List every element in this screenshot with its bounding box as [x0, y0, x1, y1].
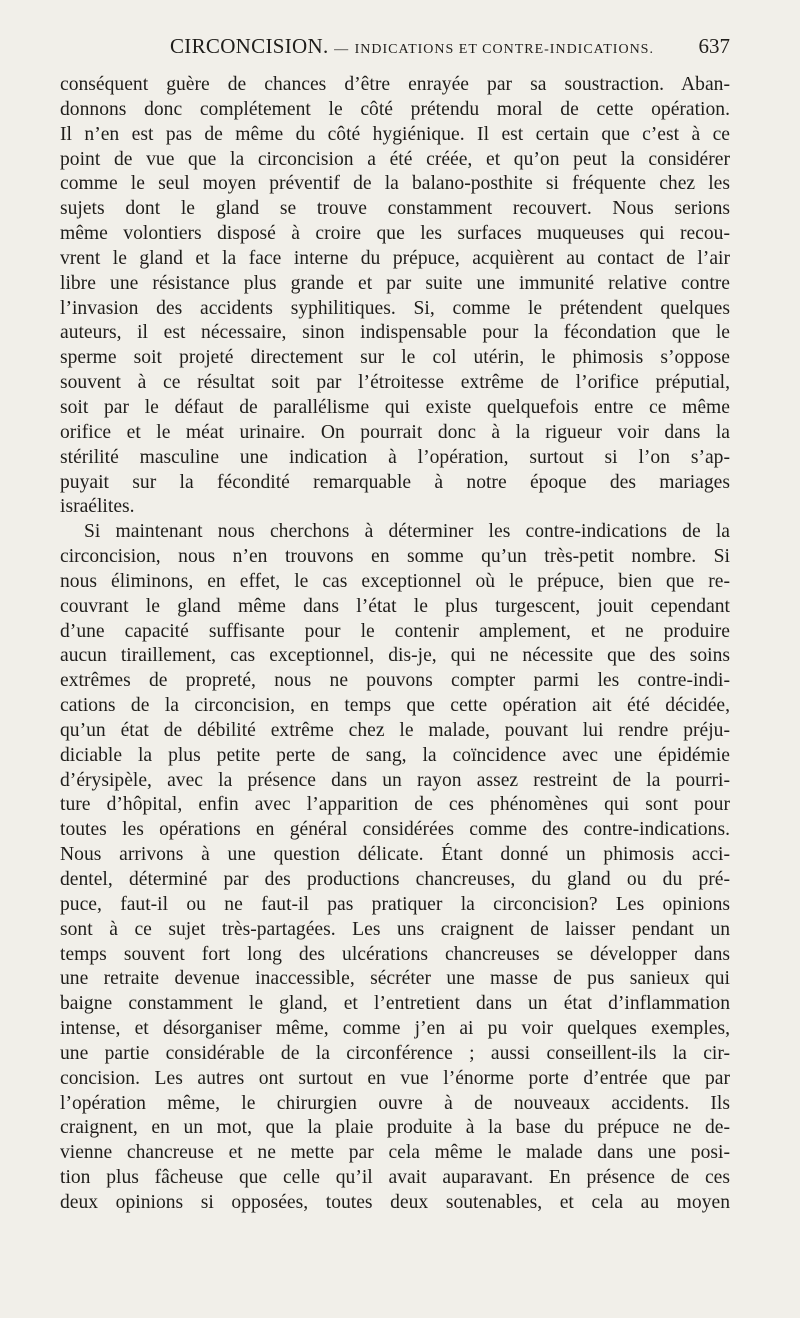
- text-line: couvrant le gland même dans l’état le plus turgescent, jouit cependant: [60, 595, 730, 617]
- text-line: Nous arrivons à une question délicate. Étant donné un phimosis acci-: [60, 844, 730, 866]
- text-line: ture d’hôpital, enfin avec l’apparition de ces phénomènes qui sont pour: [60, 794, 730, 816]
- text-line: souvent à ce résultat soit par l’étroitesse extrême de l’orifice préputial,: [60, 372, 730, 394]
- text-line: concision. Les autres ont surtout en vue l’énorme porte d’entrée que par: [60, 1067, 730, 1089]
- text-line: même volontiers disposé à croire que les surfaces muqueuses qui recou-: [60, 223, 730, 245]
- text-line: sperme soit projeté directement sur le col utérin, le phimosis s’oppose: [60, 347, 730, 369]
- text-line: Il n’en est pas de même du côté hygiénique. Il est certain que c’est à ce: [60, 123, 730, 145]
- text-line: point de vue que la circoncision a été créée, et qu’on peut la considérer: [60, 148, 730, 170]
- text-line: vienne chancreuse et ne mette par cela même le malade dans une posi-: [60, 1142, 730, 1164]
- text-line: deux opinions si opposées, toutes deux soutenables, et cela au moyen: [60, 1191, 730, 1213]
- body-text: [60, 73, 730, 1216]
- text-line: temps souvent fort long des ulcérations chancreuses se développer dans: [60, 943, 730, 965]
- text-line: orifice et le méat urinaire. On pourrait donc à la rigueur voir dans la: [60, 421, 730, 443]
- header-dash: —: [334, 42, 350, 57]
- text-line: aucun tiraillement, cas exceptionnel, dis-je, qui ne nécessite que des soins: [60, 645, 730, 667]
- running-header: [60, 34, 730, 64]
- text-line: israélites.: [60, 496, 135, 518]
- text-line: nous éliminons, en effet, le cas exceptionnel où le prépuce, bien que re-: [60, 570, 730, 592]
- header-title: CIRCONCISION.: [170, 34, 329, 58]
- text-line: intense, et désorganiser même, comme j’en ai pu voir quelques exemples,: [60, 1018, 730, 1040]
- text-line: puce, faut-il ou ne faut-il pas pratiquer la circoncision? Les opinions: [60, 893, 730, 915]
- running-title: [170, 34, 654, 59]
- paragraph: [60, 520, 730, 1216]
- text-line: d’érysipèle, avec la présence dans un rayon assez restreint de la pourri-: [60, 769, 730, 791]
- text-line: libre une résistance plus grande et par suite une immunité relative contre: [60, 272, 730, 294]
- text-line: une retraite devenue inaccessible, sécréter une masse de pus sanieux qui: [60, 968, 730, 990]
- text-line: dentel, déterminé par des productions chancreuses, du gland ou du pré-: [60, 869, 730, 890]
- page-number: 637: [698, 34, 730, 58]
- text-line: conséquent guère de chances d’être enrayée par sa soustraction. Aban-: [60, 74, 730, 95]
- paragraph: [60, 73, 730, 520]
- text-line: diciable la plus petite perte de sang, la coïncidence avec une épidémie: [60, 744, 730, 766]
- text-line: toutes les opérations en général considérées comme des contre-indications.: [60, 819, 730, 841]
- text-line: d’une capacité suffisante pour le contenir amplement, et ne produire: [60, 620, 730, 642]
- text-line: auteurs, il est nécessaire, sinon indispensable pour la fécondation que le: [60, 322, 730, 344]
- text-line: Si maintenant nous cherchons à déterminer les contre-indications de la: [84, 521, 730, 543]
- text-line: vrent le gland et la face interne du prépuce, acquièrent au contact de l’air: [60, 247, 730, 269]
- header-subtitle: INDICATIONS ET CONTRE-INDICATIONS.: [354, 42, 654, 57]
- text-line: circoncision, nous n’en trouvons en somme qu’un très-petit nombre. Si: [60, 546, 730, 568]
- text-line: comme le seul moyen préventif de la balano-posthite si fréquente chez les: [60, 173, 730, 195]
- text-line: une partie considérable de la circonférence ; aussi conseillent-ils la cir-: [60, 1042, 730, 1064]
- text-line: soit par le défaut de parallélisme qui existe quelquefois entre ce même: [60, 396, 730, 418]
- text-line: l’opération même, le chirurgien ouvre à de nouveaux accidents. Ils: [60, 1092, 730, 1114]
- text-line: stérilité masculine une indication à l’opération, surtout si l’on s’ap-: [60, 446, 730, 468]
- text-line: baigne constamment le gland, et l’entretient dans un état d’inflammation: [60, 993, 730, 1015]
- text-line: donnons donc complétement le côté prétendu moral de cette opération.: [60, 98, 730, 120]
- text-line: sujets dont le gland se trouve constamment recouvert. Nous serions: [60, 198, 730, 220]
- text-line: puyait sur la fécondité remarquable à notre époque des mariages: [60, 471, 730, 493]
- text-line: cations de la circoncision, en temps que cette opération ait été décidée,: [60, 695, 730, 717]
- text-line: craignent, en un mot, que la plaie produite à la base du prépuce ne de-: [60, 1117, 730, 1139]
- text-line: qu’un état de débilité extrême chez le malade, pouvant lui rendre préju-: [60, 719, 730, 741]
- text-line: sont à ce sujet très-partagées. Les uns craignent de laisser pendant un: [60, 918, 730, 940]
- text-line: l’invasion des accidents syphilitiques. Si, comme le prétendent quelques: [60, 297, 730, 319]
- text-line: tion plus fâcheuse que celle qu’il avait auparavant. En présence de ces: [60, 1167, 730, 1189]
- text-line: extrêmes de propreté, nous ne pouvons compter parmi les contre-indi-: [60, 670, 730, 692]
